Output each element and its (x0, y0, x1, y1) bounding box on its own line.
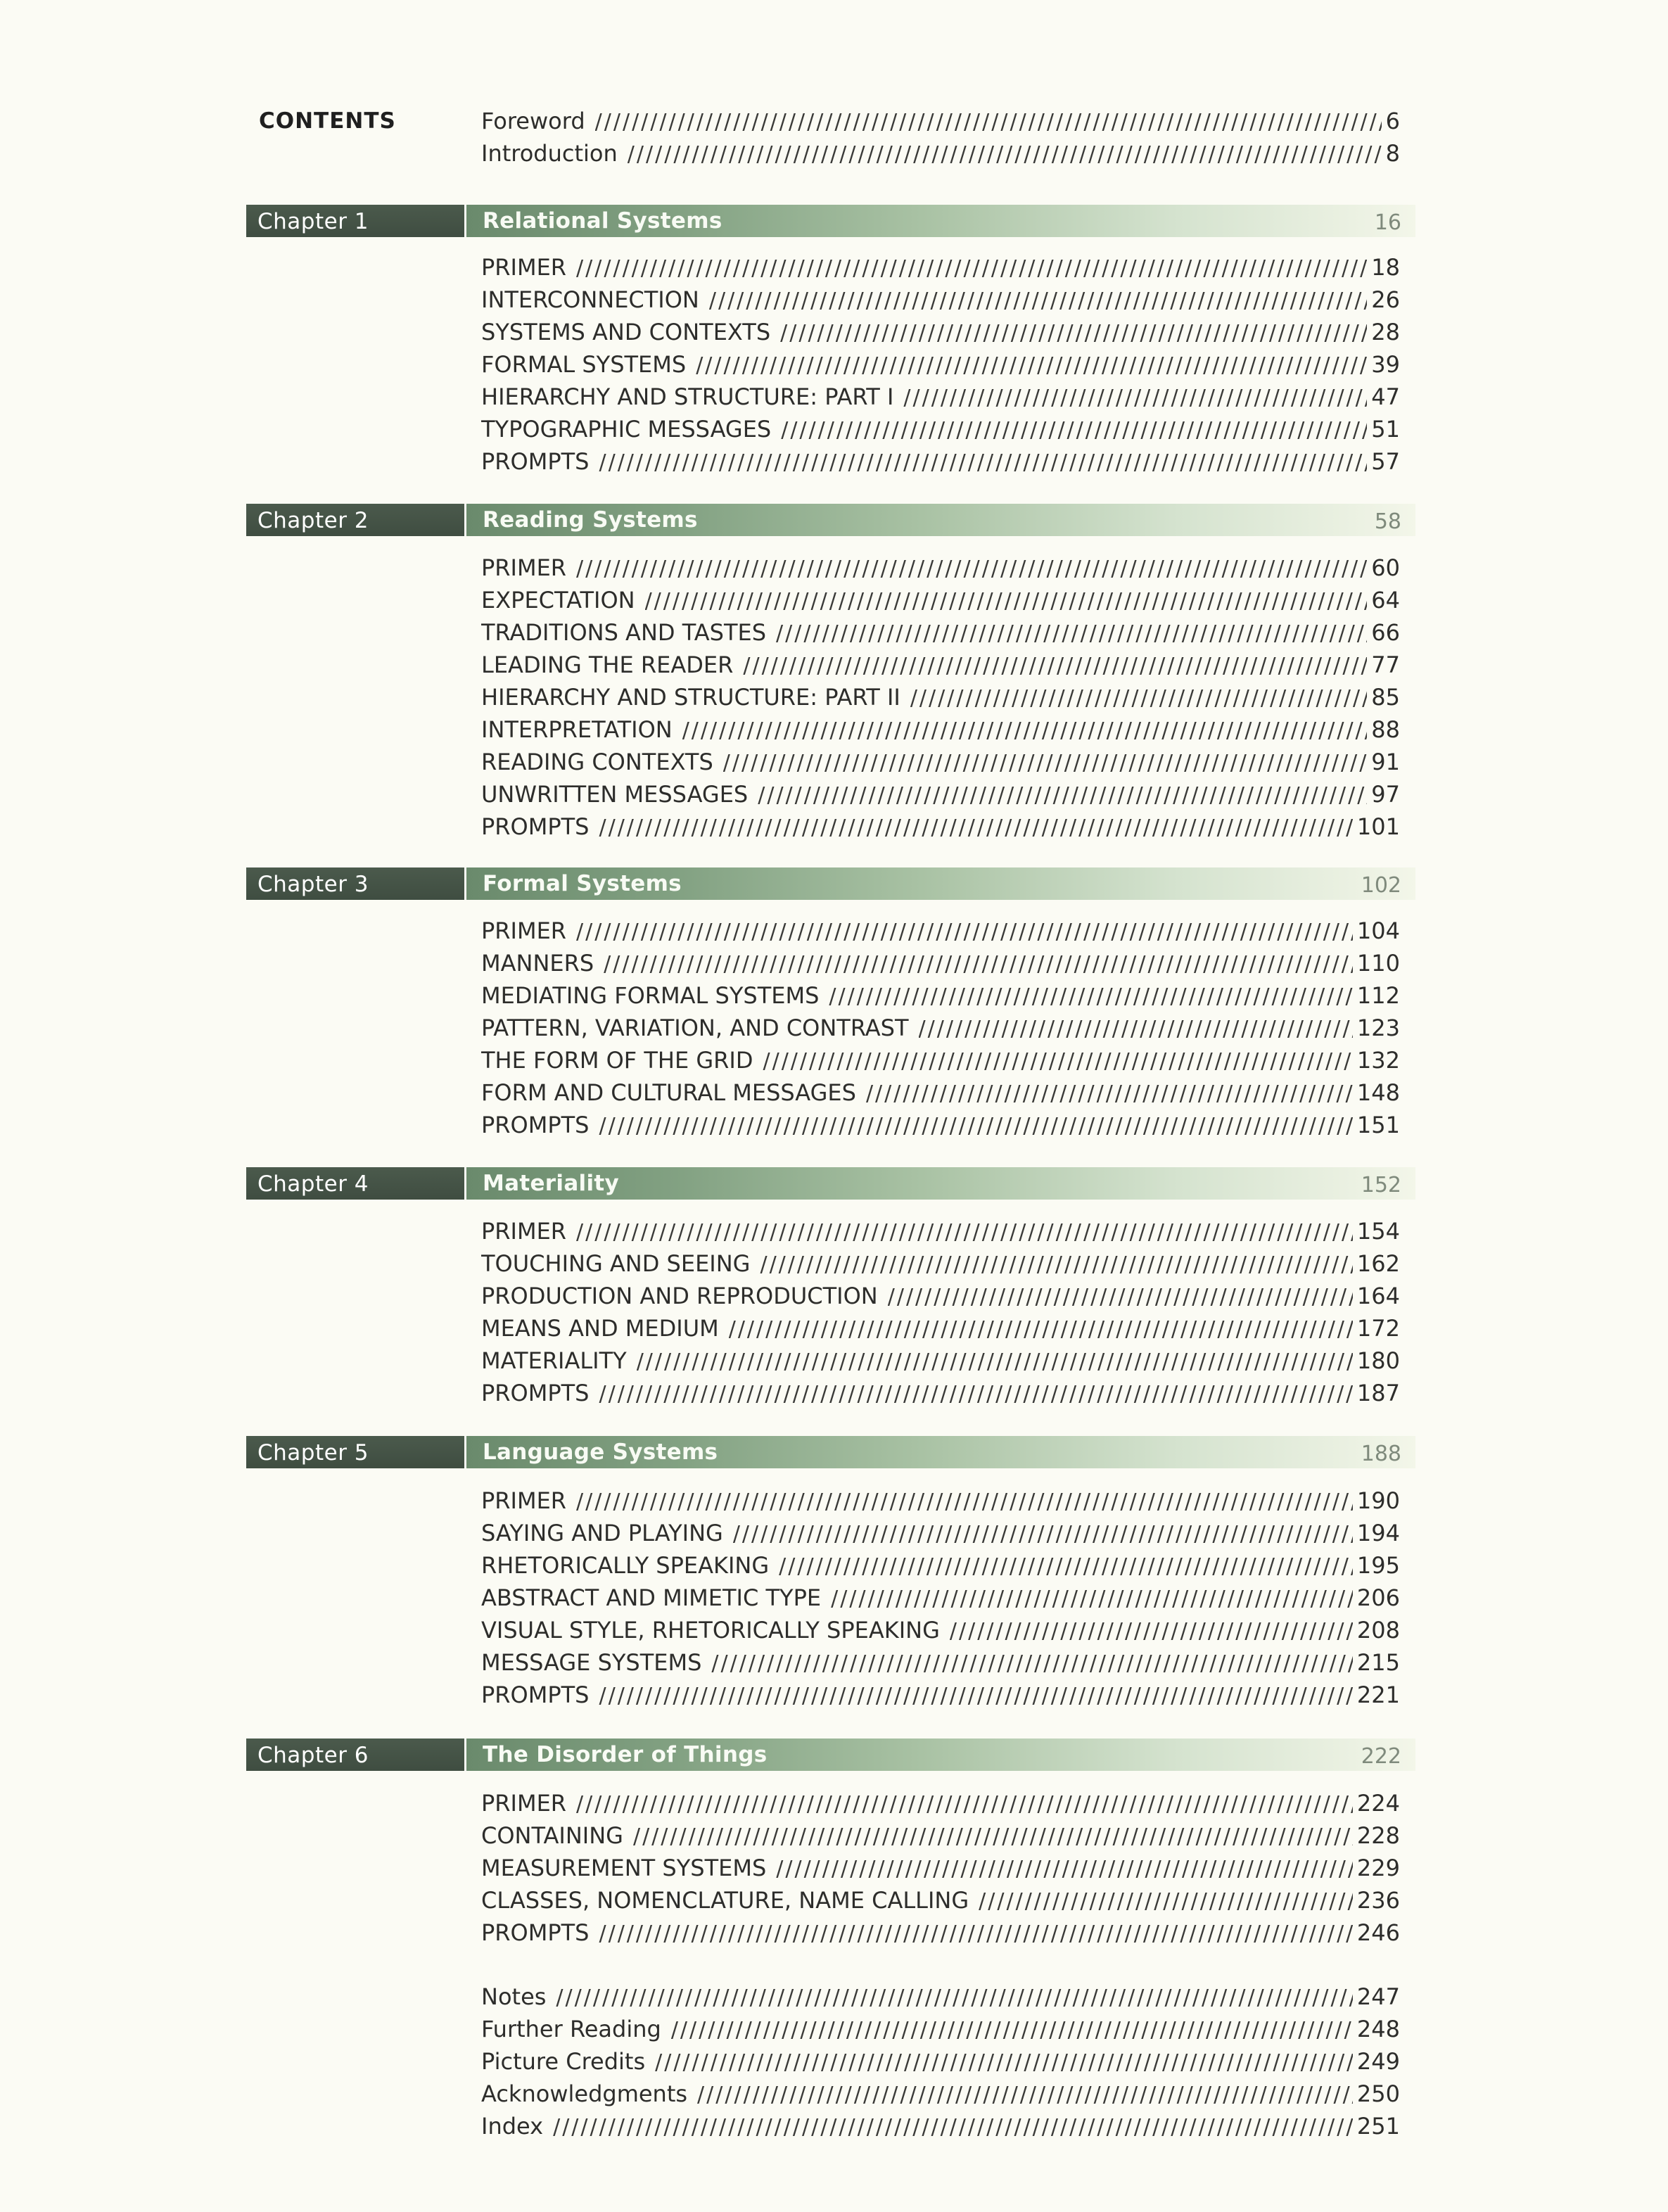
toc-entry[interactable] (481, 1380, 1400, 1411)
toc-entry-title: PRIMER (481, 1218, 567, 1245)
dot-leader (729, 1317, 1353, 1342)
toc-entry-title: CONTAINING (481, 1822, 623, 1849)
dot-leader (628, 142, 1382, 167)
dot-leader (910, 686, 1367, 711)
toc-entry[interactable] (481, 1047, 1400, 1078)
toc-entry-title: LEADING THE READER (481, 651, 734, 678)
toc-entry-title: PRIMER (481, 1790, 567, 1817)
toc-entry[interactable] (481, 587, 1400, 618)
toc-entry-title: Notes (481, 1983, 547, 2010)
toc-entry-page: 101 (1356, 813, 1400, 840)
dot-leader (760, 1252, 1352, 1277)
toc-entry-page: 6 (1385, 108, 1400, 134)
chapter-page: 152 (1361, 1173, 1401, 1197)
toc-entry-page: 228 (1356, 1822, 1400, 1849)
dot-leader (576, 256, 1367, 281)
toc-entry-page: 250 (1356, 2080, 1400, 2107)
toc-entry[interactable] (481, 1919, 1400, 1950)
toc-entry[interactable] (481, 1790, 1400, 1821)
toc-entry[interactable] (481, 1520, 1400, 1551)
toc-entry-title: READING CONTEXTS (481, 749, 713, 775)
toc-entry-title: FORMAL SYSTEMS (481, 351, 687, 378)
dot-leader (595, 110, 1382, 134)
toc-entry[interactable] (481, 1347, 1400, 1378)
dot-leader (576, 557, 1367, 581)
toc-entry-title: PROMPTS (481, 1919, 590, 1946)
toc-entry-page: 224 (1356, 1790, 1400, 1817)
toc-entry-page: 154 (1356, 1218, 1400, 1245)
toc-entry-title: THE FORM OF THE GRID (481, 1047, 753, 1074)
dot-leader (950, 1619, 1353, 1644)
dot-leader (697, 2083, 1353, 2107)
contents-heading: CONTENTS (259, 108, 396, 134)
toc-entry[interactable] (481, 1015, 1400, 1045)
dot-leader (829, 984, 1353, 1009)
toc-entry[interactable] (481, 383, 1400, 414)
toc-entry-page: 51 (1371, 416, 1400, 443)
toc-entry[interactable] (481, 651, 1400, 682)
toc-entry-title: PRODUCTION AND REPRODUCTION (481, 1283, 878, 1309)
dot-leader (576, 1220, 1353, 1245)
chapter-6-header[interactable] (246, 1739, 1415, 1771)
toc-entry[interactable] (481, 1283, 1400, 1314)
toc-entry-page: 26 (1371, 286, 1400, 313)
toc-entry-page: 190 (1356, 1487, 1400, 1514)
chapter-label: Chapter 1 (257, 209, 369, 234)
toc-entry-page: 221 (1356, 1682, 1400, 1708)
toc-entry[interactable] (481, 749, 1400, 780)
toc-entry-page: 77 (1371, 651, 1400, 678)
toc-entry-title: MEDIATING FORMAL SYSTEMS (481, 982, 820, 1009)
dot-leader (903, 386, 1367, 410)
dot-leader (599, 815, 1352, 840)
toc-entry-page: 162 (1356, 1250, 1400, 1277)
chapter-1-header[interactable] (246, 205, 1415, 237)
toc-entry[interactable] (481, 1112, 1400, 1143)
toc-entry[interactable] (481, 286, 1400, 317)
dot-leader (709, 288, 1367, 313)
chapter-label: Chapter 2 (257, 508, 369, 533)
toc-entry-page: 123 (1356, 1015, 1400, 1041)
dot-leader (637, 1349, 1353, 1374)
toc-entry-title: PROMPTS (481, 1682, 590, 1708)
toc-entry-title: SAYING AND PLAYING (481, 1520, 723, 1546)
dot-leader (556, 1985, 1353, 2010)
toc-entry[interactable] (481, 1617, 1400, 1648)
toc-entry-page: 148 (1356, 1079, 1400, 1106)
toc-entry-page: 28 (1371, 319, 1400, 345)
toc-entry-page: 236 (1356, 1887, 1400, 1914)
toc-entry[interactable] (481, 1552, 1400, 1583)
chapter-3-header[interactable] (246, 867, 1415, 900)
toc-entry-page: 60 (1371, 554, 1400, 581)
toc-entry-page: 249 (1356, 2048, 1400, 2075)
toc-entry-title: EXPECTATION (481, 587, 635, 614)
toc-entry-title: ABSTRACT AND MIMETIC TYPE (481, 1584, 822, 1611)
dot-leader (682, 718, 1368, 743)
dot-leader (831, 1587, 1353, 1611)
toc-entry-title: PROMPTS (481, 1112, 590, 1138)
toc-entry-title: Foreword (481, 108, 585, 134)
toc-entry[interactable] (481, 351, 1400, 382)
toc-entry[interactable] (481, 1250, 1400, 1281)
toc-entry[interactable] (481, 1584, 1400, 1615)
toc-entry-page: 88 (1371, 716, 1400, 743)
dot-leader (979, 1889, 1353, 1914)
toc-entry-page: 47 (1371, 383, 1400, 410)
chapter-title: Formal Systems (483, 871, 682, 896)
toc-entry-title: MATERIALITY (481, 1347, 627, 1374)
dot-leader (723, 751, 1368, 775)
toc-entry-title: HIERARCHY AND STRUCTURE: PART II (481, 684, 900, 711)
toc-entry-page: 251 (1356, 2113, 1400, 2140)
toc-entry-page: 151 (1356, 1112, 1400, 1138)
toc-entry-page: 110 (1356, 950, 1400, 977)
toc-entry-title: MESSAGE SYSTEMS (481, 1649, 702, 1676)
dot-leader (733, 1522, 1353, 1546)
chapter-page: 16 (1374, 210, 1401, 235)
dot-leader (780, 321, 1367, 345)
toc-entry[interactable] (481, 1315, 1400, 1346)
dot-leader (776, 621, 1367, 646)
dot-leader (553, 2115, 1353, 2140)
toc-entry-title: PRIMER (481, 554, 567, 581)
toc-entry[interactable] (481, 716, 1400, 747)
toc-entry-title: MEASUREMENT SYSTEMS (481, 1855, 767, 1881)
toc-entry-page: 57 (1371, 448, 1400, 475)
toc-entry-page: 8 (1385, 140, 1400, 167)
toc-entry-title: CLASSES, NOMENCLATURE, NAME CALLING (481, 1887, 969, 1914)
toc-entry-title: SYSTEMS AND CONTEXTS (481, 319, 771, 345)
toc-entry-page: 195 (1356, 1552, 1400, 1579)
toc-entry[interactable] (481, 254, 1400, 285)
toc-entry-title: PROMPTS (481, 813, 590, 840)
toc-entry-page: 172 (1356, 1315, 1400, 1342)
toc-entry-title: RHETORICALLY SPEAKING (481, 1552, 770, 1579)
dot-leader (711, 1651, 1353, 1676)
toc-entry-page: 229 (1356, 1855, 1400, 1881)
dot-leader (671, 2018, 1353, 2042)
toc-entry-notes[interactable] (481, 1983, 1400, 2014)
toc-entry-title: PROMPTS (481, 1380, 590, 1406)
chapter-page: 188 (1361, 1442, 1401, 1466)
chapter-5-header[interactable] (246, 1436, 1415, 1468)
dot-leader (655, 2050, 1353, 2075)
toc-entry-title: Index (481, 2113, 544, 2140)
toc-entry[interactable] (481, 813, 1400, 844)
toc-entry-title: PATTERN, VARIATION, AND CONTRAST (481, 1015, 909, 1041)
toc-entry-picture-credits[interactable] (481, 2048, 1400, 2079)
toc-entry-foreword[interactable] (481, 108, 1400, 139)
toc-entry-title: TRADITIONS AND TASTES (481, 619, 767, 646)
toc-entry[interactable] (481, 1887, 1400, 1918)
toc-entry-page: 85 (1371, 684, 1400, 711)
toc-entry-title: TOUCHING AND SEEING (481, 1250, 751, 1277)
dot-leader (781, 418, 1367, 443)
toc-entry-page: 194 (1356, 1520, 1400, 1546)
dot-leader (866, 1081, 1353, 1106)
dot-leader (776, 1857, 1353, 1881)
toc-entry-page: 39 (1371, 351, 1400, 378)
chapter-page: 102 (1361, 873, 1401, 898)
chapter-label: Chapter 6 (257, 1743, 369, 1768)
toc-entry-title: PRIMER (481, 254, 567, 281)
chapter-label: Chapter 3 (257, 872, 369, 897)
dot-leader (599, 1921, 1352, 1946)
toc-entry-title: MEANS AND MEDIUM (481, 1315, 719, 1342)
toc-entry-page: 215 (1356, 1649, 1400, 1676)
toc-entry-index[interactable] (481, 2113, 1400, 2144)
dot-leader (779, 1554, 1353, 1579)
toc-entry-page: 247 (1356, 1983, 1400, 2010)
chapter-title: The Disorder of Things (483, 1742, 768, 1767)
toc-entry-title: PROMPTS (481, 448, 590, 475)
toc-entry-title: HIERARCHY AND STRUCTURE: PART I (481, 383, 894, 410)
chapter-4-header[interactable] (246, 1167, 1415, 1200)
chapter-title: Relational Systems (483, 208, 722, 234)
toc-entry[interactable] (481, 1218, 1400, 1249)
toc-entry-page: 66 (1371, 619, 1400, 646)
toc-entry[interactable] (481, 619, 1400, 650)
toc-entry[interactable] (481, 1682, 1400, 1712)
toc-entry-page: 112 (1356, 982, 1400, 1009)
toc-entry-page: 208 (1356, 1617, 1400, 1644)
toc-entry[interactable] (481, 982, 1400, 1013)
toc-entry[interactable] (481, 1079, 1400, 1110)
dot-leader (576, 920, 1353, 944)
toc-entry-page: 18 (1371, 254, 1400, 281)
toc-entry-page: 64 (1371, 587, 1400, 614)
dot-leader (576, 1489, 1353, 1514)
toc-entry-acknowledgments[interactable] (481, 2080, 1400, 2111)
toc-entry-title: INTERPRETATION (481, 716, 673, 743)
toc-entry[interactable] (481, 1487, 1400, 1518)
dot-leader (599, 450, 1367, 475)
toc-entry-title: MANNERS (481, 950, 594, 977)
toc-entry-further-reading[interactable] (481, 2016, 1400, 2047)
dot-leader (696, 353, 1367, 378)
toc-entry-page: 97 (1371, 781, 1400, 808)
toc-entry-title: VISUAL STYLE, RHETORICALLY SPEAKING (481, 1617, 940, 1644)
toc-entry[interactable] (481, 416, 1400, 447)
dot-leader (888, 1285, 1353, 1309)
dot-leader (758, 783, 1367, 808)
toc-entry[interactable] (481, 554, 1400, 585)
toc-entry-page: 164 (1356, 1283, 1400, 1309)
chapter-title: Materiality (483, 1171, 620, 1196)
toc-entry[interactable] (481, 319, 1400, 350)
toc-entry-title: Further Reading (481, 2016, 661, 2042)
chapter-page: 58 (1374, 509, 1401, 534)
dot-leader (576, 1792, 1353, 1817)
toc-entry[interactable] (481, 950, 1400, 981)
toc-entry-page: 180 (1356, 1347, 1400, 1374)
toc-entry-page: 104 (1356, 917, 1400, 944)
chapter-title: Language Systems (483, 1439, 718, 1465)
chapter-2-header[interactable] (246, 504, 1415, 536)
chapter-page: 222 (1361, 1744, 1401, 1769)
toc-entry-title: Picture Credits (481, 2048, 646, 2075)
toc-entry-title: FORM AND CULTURAL MESSAGES (481, 1079, 856, 1106)
chapter-label: Chapter 5 (257, 1440, 369, 1466)
toc-entry-page: 187 (1356, 1380, 1400, 1406)
dot-leader (743, 654, 1367, 678)
dot-leader (599, 1684, 1352, 1708)
toc-entry[interactable] (481, 448, 1400, 479)
toc-entry-title: INTERCONNECTION (481, 286, 699, 313)
toc-entry[interactable] (481, 781, 1400, 812)
dot-leader (604, 952, 1353, 977)
dot-leader (919, 1017, 1353, 1041)
dot-leader (599, 1114, 1352, 1138)
toc-entry-page: 132 (1356, 1047, 1400, 1074)
toc-entry-title: TYPOGRAPHIC MESSAGES (481, 416, 772, 443)
toc-entry-page: 248 (1356, 2016, 1400, 2042)
toc-entry-page: 206 (1356, 1584, 1400, 1611)
toc-entry[interactable] (481, 917, 1400, 948)
toc-entry-title: UNWRITTEN MESSAGES (481, 781, 749, 808)
toc-entry-page: 246 (1356, 1919, 1400, 1946)
toc-entry[interactable] (481, 1822, 1400, 1853)
toc-entry-page: 91 (1371, 749, 1400, 775)
toc-entry-title: PRIMER (481, 1487, 567, 1514)
dot-leader (763, 1049, 1352, 1074)
chapter-label: Chapter 4 (257, 1171, 369, 1197)
toc-entry-title: Acknowledgments (481, 2080, 688, 2107)
dot-leader (633, 1824, 1353, 1849)
chapter-title: Reading Systems (483, 507, 698, 533)
toc-entry-title: Introduction (481, 140, 618, 167)
toc-entry-introduction[interactable] (481, 140, 1400, 171)
toc-entry[interactable] (481, 1855, 1400, 1886)
toc-entry[interactable] (481, 1649, 1400, 1680)
dot-leader (599, 1382, 1352, 1406)
toc-entry-title: PRIMER (481, 917, 567, 944)
toc-entry[interactable] (481, 684, 1400, 715)
dot-leader (645, 589, 1368, 614)
